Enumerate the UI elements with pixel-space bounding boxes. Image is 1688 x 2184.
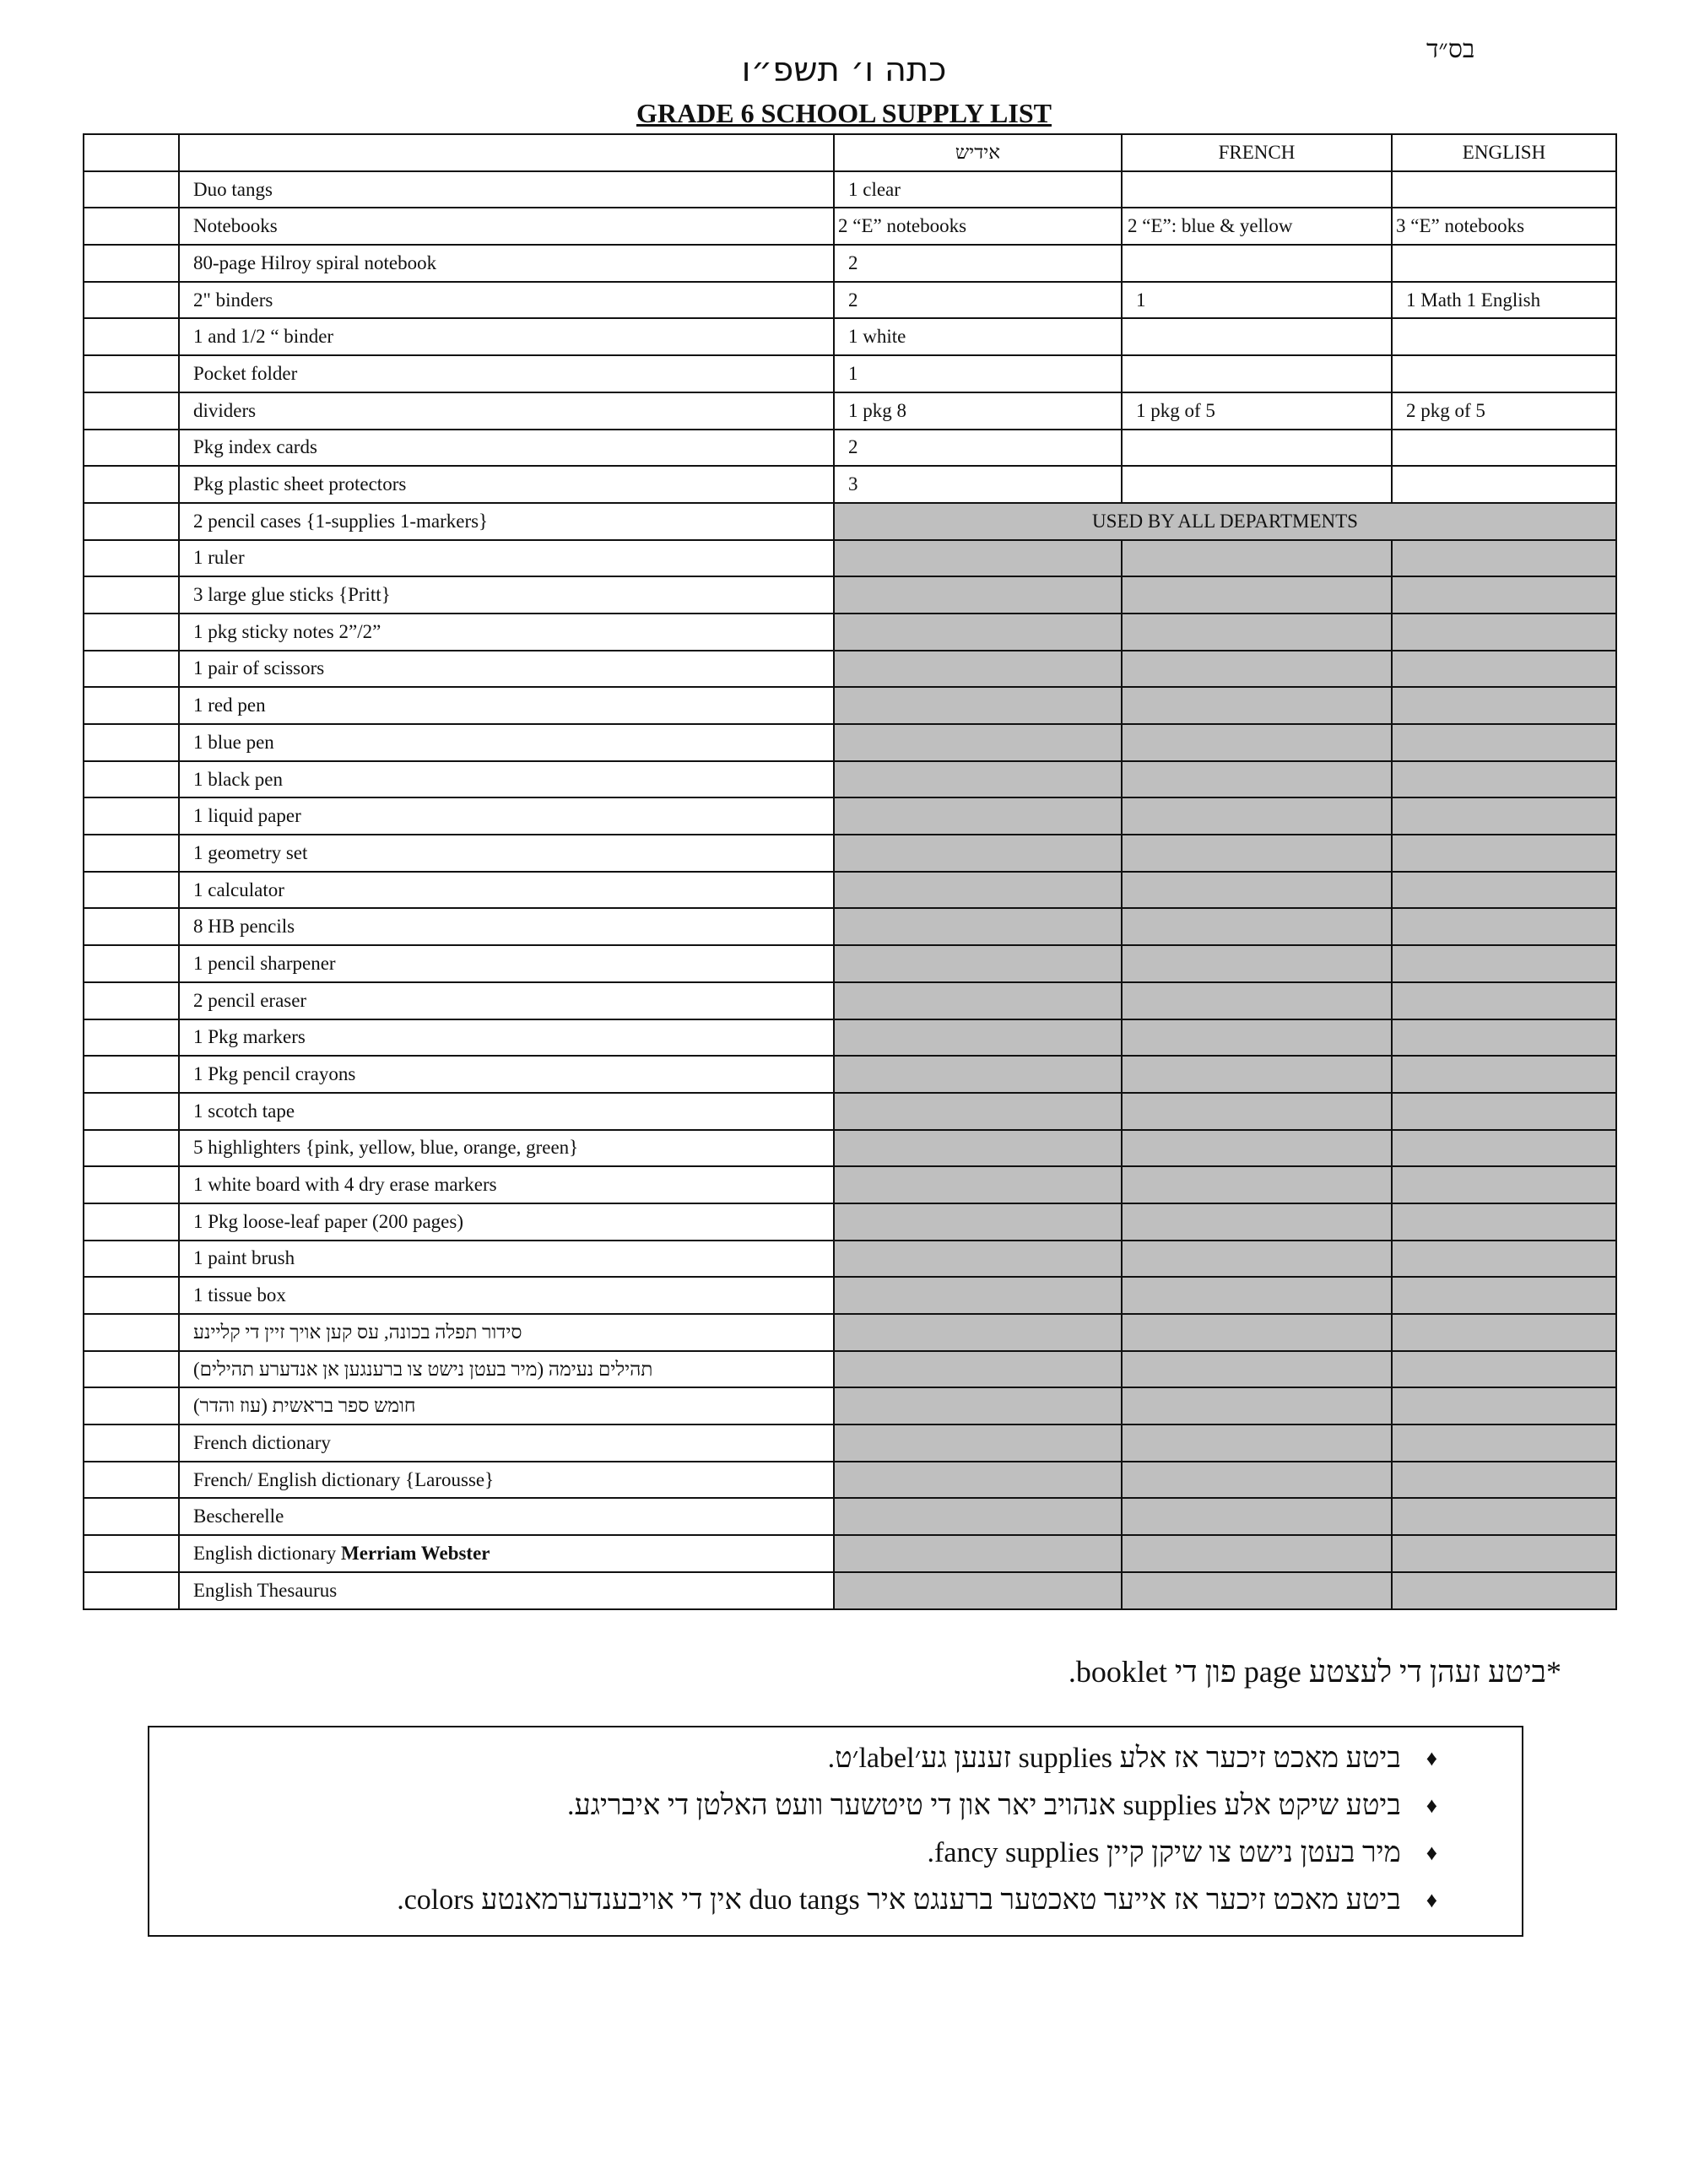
shaded-cell xyxy=(1392,576,1616,614)
shaded-cell xyxy=(1392,687,1616,724)
shaded-cell xyxy=(1392,835,1616,872)
shaded-cell xyxy=(1122,1241,1392,1278)
shaded-cell xyxy=(834,1462,1122,1499)
french-cell xyxy=(1122,355,1392,392)
table-row xyxy=(84,1498,1616,1535)
shaded-cell xyxy=(834,1351,1122,1388)
french-cell xyxy=(1122,245,1392,282)
bsd-header: בס״ד xyxy=(1426,35,1475,63)
shaded-cell xyxy=(1122,1277,1392,1314)
note-bullet xyxy=(397,1879,1437,1922)
shaded-cell xyxy=(834,872,1122,909)
header-english: ENGLISH xyxy=(1392,134,1616,171)
header-cell-empty xyxy=(84,134,179,171)
table-row xyxy=(84,355,1616,392)
english-cell xyxy=(1392,245,1616,282)
shaded-cell xyxy=(834,724,1122,761)
notes-box xyxy=(148,1726,1523,1937)
shaded-cell xyxy=(1122,1130,1392,1167)
shaded-cell xyxy=(834,1498,1122,1535)
shaded-cell xyxy=(1122,1093,1392,1130)
french-cell xyxy=(1122,318,1392,355)
french-cell xyxy=(1122,466,1392,503)
shaded-cell xyxy=(1392,1572,1616,1609)
item-cell: 1 Pkg markers xyxy=(179,1019,834,1057)
yiddish-cell: 2 xyxy=(834,430,1122,467)
shaded-cell xyxy=(1122,651,1392,688)
shaded-cell xyxy=(1122,1166,1392,1203)
shaded-cell xyxy=(834,540,1122,577)
table-row xyxy=(84,540,1616,577)
french-cell: 2 “E”: blue & yellow xyxy=(1122,208,1392,245)
shaded-cell xyxy=(1392,908,1616,945)
shaded-cell xyxy=(834,614,1122,651)
item-text: English dictionary xyxy=(193,1542,342,1564)
item-cell: 1 and 1/2 “ binder xyxy=(179,318,834,355)
item-cell: 1 white board with 4 dry erase markers xyxy=(179,1166,834,1203)
shaded-cell xyxy=(1392,724,1616,761)
item-cell: 1 paint brush xyxy=(179,1241,834,1278)
french-cell xyxy=(1122,430,1392,467)
item-cell: 1 black pen xyxy=(179,761,834,798)
item-cell: Notebooks xyxy=(179,208,834,245)
shaded-cell xyxy=(1392,1498,1616,1535)
yiddish-cell: 3 xyxy=(834,466,1122,503)
english-cell: 3 “E” notebooks xyxy=(1392,208,1616,245)
shaded-cell xyxy=(834,1314,1122,1351)
item-cell: 1 Pkg loose-leaf paper (200 pages) xyxy=(179,1203,834,1241)
table-row xyxy=(84,835,1616,872)
shaded-cell xyxy=(1122,872,1392,909)
supply-table xyxy=(83,133,1617,1610)
item-cell: חומש ספר בראשית (עוז והדר) xyxy=(179,1387,834,1424)
item-cell: Bescherelle xyxy=(179,1498,834,1535)
table-row xyxy=(84,1314,1616,1351)
item-cell: 8 HB pencils xyxy=(179,908,834,945)
item-cell: 1 ruler xyxy=(179,540,834,577)
item-cell: 1 pencil sharpener xyxy=(179,945,834,982)
item-cell: 1 red pen xyxy=(179,687,834,724)
bullet-text: ביטע שיקט אלע supplies אנהויב יאר און די טיטשער וועט האלטן די איבריגע. xyxy=(567,1790,1401,1821)
shaded-cell xyxy=(1122,1019,1392,1057)
shaded-cell xyxy=(834,1130,1122,1167)
yiddish-cell: 2 xyxy=(834,245,1122,282)
item-cell: 1 Pkg pencil crayons xyxy=(179,1056,834,1093)
header-french: FRENCH xyxy=(1122,134,1392,171)
table-row xyxy=(84,982,1616,1019)
bullet-text: ביטע מאכט זיכער אז אייער טאכטער ברענגט איר duo tangs אין די אויבענדערמאנטע colors. xyxy=(397,1884,1401,1916)
item-cell: תהילים נעימה (מיר בעטן נישט צו ברענגען אן אנדערע תהילים) xyxy=(179,1351,834,1388)
table-row xyxy=(84,1387,1616,1424)
note-bullet xyxy=(828,1738,1437,1780)
english-cell xyxy=(1392,318,1616,355)
shaded-cell xyxy=(1122,1572,1392,1609)
item-bold-text: Merriam Webster xyxy=(341,1542,490,1564)
shaded-cell xyxy=(1392,1314,1616,1351)
table-row xyxy=(84,430,1616,467)
shaded-cell xyxy=(834,1203,1122,1241)
header-cell-item xyxy=(179,134,834,171)
item-cell: סידור תפלה בכונה, עס קען אויך זיין די קליינע xyxy=(179,1314,834,1351)
shaded-cell xyxy=(1122,945,1392,982)
french-cell: 1 xyxy=(1122,282,1392,319)
shaded-cell xyxy=(1392,1387,1616,1424)
item-cell: 1 calculator xyxy=(179,872,834,909)
shaded-cell xyxy=(1392,1241,1616,1278)
item-cell: 80-page Hilroy spiral notebook xyxy=(179,245,834,282)
table-row xyxy=(84,1535,1616,1572)
table-row xyxy=(84,945,1616,982)
diamond-icon: ♦ xyxy=(1426,1888,1437,1912)
shaded-cell xyxy=(834,797,1122,835)
table-row xyxy=(84,466,1616,503)
table-row xyxy=(84,245,1616,282)
english-cell xyxy=(1392,430,1616,467)
yiddish-cell: 1 clear xyxy=(834,171,1122,208)
hebrew-title: כתה ו׳ תשפ״ו xyxy=(741,51,947,89)
shaded-cell xyxy=(834,1535,1122,1572)
item-cell: 1 geometry set xyxy=(179,835,834,872)
shaded-cell xyxy=(834,835,1122,872)
shaded-cell xyxy=(1392,1203,1616,1241)
shaded-cell xyxy=(1392,797,1616,835)
bullet-text: ביטע מאכט זיכער אז אלע supplies זענען גע׳label׳ט. xyxy=(827,1743,1401,1774)
shaded-cell xyxy=(1122,1351,1392,1388)
header-yiddish: אידיש xyxy=(834,134,1122,171)
table-row xyxy=(84,1241,1616,1278)
item-cell: 1 blue pen xyxy=(179,724,834,761)
table-row xyxy=(84,1093,1616,1130)
diamond-icon: ♦ xyxy=(1426,1841,1437,1865)
table-row xyxy=(84,503,1616,540)
table-row xyxy=(84,1572,1616,1609)
shaded-cell xyxy=(834,982,1122,1019)
yiddish-cell: 1 xyxy=(834,355,1122,392)
shaded-cell xyxy=(834,687,1122,724)
table-row xyxy=(84,908,1616,945)
item-cell: 2" binders xyxy=(179,282,834,319)
shaded-cell xyxy=(1392,945,1616,982)
table-row xyxy=(84,171,1616,208)
shaded-cell xyxy=(1392,1019,1616,1057)
shaded-cell xyxy=(1392,1166,1616,1203)
shaded-cell xyxy=(834,1277,1122,1314)
item-cell: Pocket folder xyxy=(179,355,834,392)
shaded-cell xyxy=(1122,982,1392,1019)
shaded-cell xyxy=(834,1241,1122,1278)
english-cell xyxy=(1392,355,1616,392)
shaded-cell xyxy=(1122,908,1392,945)
shaded-cell xyxy=(1122,797,1392,835)
item-cell: 3 large glue sticks {Pritt} xyxy=(179,576,834,614)
note-bullet xyxy=(928,1832,1437,1874)
shaded-cell xyxy=(1122,724,1392,761)
item-cell: 1 tissue box xyxy=(179,1277,834,1314)
table-row xyxy=(84,724,1616,761)
table-row xyxy=(84,614,1616,651)
shaded-cell xyxy=(834,1387,1122,1424)
yiddish-cell: 1 pkg 8 xyxy=(834,392,1122,430)
shaded-cell xyxy=(1392,872,1616,909)
item-cell xyxy=(179,1535,834,1572)
table-row xyxy=(84,1130,1616,1167)
note-bullet xyxy=(567,1785,1437,1827)
table-row xyxy=(84,1462,1616,1499)
english-cell xyxy=(1392,171,1616,208)
shaded-cell xyxy=(834,945,1122,982)
item-cell: dividers xyxy=(179,392,834,430)
header-row xyxy=(84,134,1616,171)
item-cell: 1 pkg sticky notes 2”/2” xyxy=(179,614,834,651)
english-cell: 1 Math 1 English xyxy=(1392,282,1616,319)
shaded-cell xyxy=(1122,1424,1392,1462)
table-row xyxy=(84,1056,1616,1093)
item-cell: 1 liquid paper xyxy=(179,797,834,835)
shaded-cell xyxy=(1392,1535,1616,1572)
shaded-cell xyxy=(1122,1498,1392,1535)
shaded-cell xyxy=(834,1424,1122,1462)
item-cell: Pkg index cards xyxy=(179,430,834,467)
item-cell: 1 scotch tape xyxy=(179,1093,834,1130)
table-row xyxy=(84,687,1616,724)
shaded-cell xyxy=(1392,1351,1616,1388)
item-cell: French/ English dictionary {Larousse} xyxy=(179,1462,834,1499)
table-row xyxy=(84,1277,1616,1314)
table-row xyxy=(84,318,1616,355)
item-cell: Pkg plastic sheet protectors xyxy=(179,466,834,503)
shared-items-body xyxy=(84,540,1616,1536)
booklet-note: *ביטע זעהן די לעצטע page פון די booklet. xyxy=(1068,1655,1561,1689)
french-cell xyxy=(1122,171,1392,208)
shaded-cell xyxy=(1392,614,1616,651)
shaded-cell xyxy=(834,761,1122,798)
shaded-cell xyxy=(1392,761,1616,798)
shared-departments-label: USED BY ALL DEPARTMENTS xyxy=(834,503,1616,540)
bullet-text: מיר בעטן נישט צו שיקן קיין fancy supplies. xyxy=(927,1837,1401,1868)
shaded-cell xyxy=(1392,1056,1616,1093)
shaded-cell xyxy=(1392,651,1616,688)
shaded-cell xyxy=(1392,1277,1616,1314)
table-row xyxy=(84,1166,1616,1203)
yiddish-cell: 1 white xyxy=(834,318,1122,355)
item-cell: 5 highlighters {pink, yellow, blue, orange, green} xyxy=(179,1130,834,1167)
shaded-cell xyxy=(834,1093,1122,1130)
table-row xyxy=(84,651,1616,688)
shaded-cell xyxy=(1392,1424,1616,1462)
shaded-cell xyxy=(834,1056,1122,1093)
shaded-cell xyxy=(1392,1093,1616,1130)
shaded-cell xyxy=(1392,1462,1616,1499)
shaded-cell xyxy=(1122,1203,1392,1241)
table-row xyxy=(84,1351,1616,1388)
item-cell: 1 pair of scissors xyxy=(179,651,834,688)
item-cell: Duo tangs xyxy=(179,171,834,208)
table-row xyxy=(84,1203,1616,1241)
diamond-icon: ♦ xyxy=(1426,1746,1437,1770)
table-row xyxy=(84,392,1616,430)
shaded-cell xyxy=(1122,835,1392,872)
french-cell: 1 pkg of 5 xyxy=(1122,392,1392,430)
item-cell: English Thesaurus xyxy=(179,1572,834,1609)
shaded-cell xyxy=(1122,761,1392,798)
shaded-cell xyxy=(834,651,1122,688)
shaded-cell xyxy=(834,1166,1122,1203)
item-cell: 2 pencil cases {1-supplies 1-markers} xyxy=(179,503,834,540)
shaded-cell xyxy=(1392,540,1616,577)
shaded-cell xyxy=(1392,1130,1616,1167)
shaded-cell xyxy=(1122,1387,1392,1424)
diamond-icon: ♦ xyxy=(1426,1793,1437,1818)
page-title: GRADE 6 SCHOOL SUPPLY LIST xyxy=(636,98,1052,128)
shaded-cell xyxy=(1122,614,1392,651)
table-row xyxy=(84,872,1616,909)
shaded-cell xyxy=(1122,1462,1392,1499)
table-row xyxy=(84,1019,1616,1057)
shaded-cell xyxy=(1122,540,1392,577)
shaded-cell xyxy=(1122,687,1392,724)
shaded-cell xyxy=(834,1572,1122,1609)
table-row xyxy=(84,1424,1616,1462)
yiddish-cell: 2 “E” notebooks xyxy=(834,208,1122,245)
shaded-cell xyxy=(1122,1535,1392,1572)
table-row xyxy=(84,282,1616,319)
item-cell: French dictionary xyxy=(179,1424,834,1462)
shaded-cell xyxy=(1392,982,1616,1019)
english-cell xyxy=(1392,466,1616,503)
item-cell: 2 pencil eraser xyxy=(179,982,834,1019)
shaded-cell xyxy=(1122,1314,1392,1351)
shaded-cell xyxy=(834,908,1122,945)
shaded-cell xyxy=(834,1019,1122,1057)
yiddish-cell: 2 xyxy=(834,282,1122,319)
table-row xyxy=(84,576,1616,614)
shaded-cell xyxy=(1122,576,1392,614)
english-cell: 2 pkg of 5 xyxy=(1392,392,1616,430)
shaded-cell xyxy=(1122,1056,1392,1093)
table-row xyxy=(84,208,1616,245)
shaded-cell xyxy=(834,576,1122,614)
table-row xyxy=(84,761,1616,798)
table-row xyxy=(84,797,1616,835)
